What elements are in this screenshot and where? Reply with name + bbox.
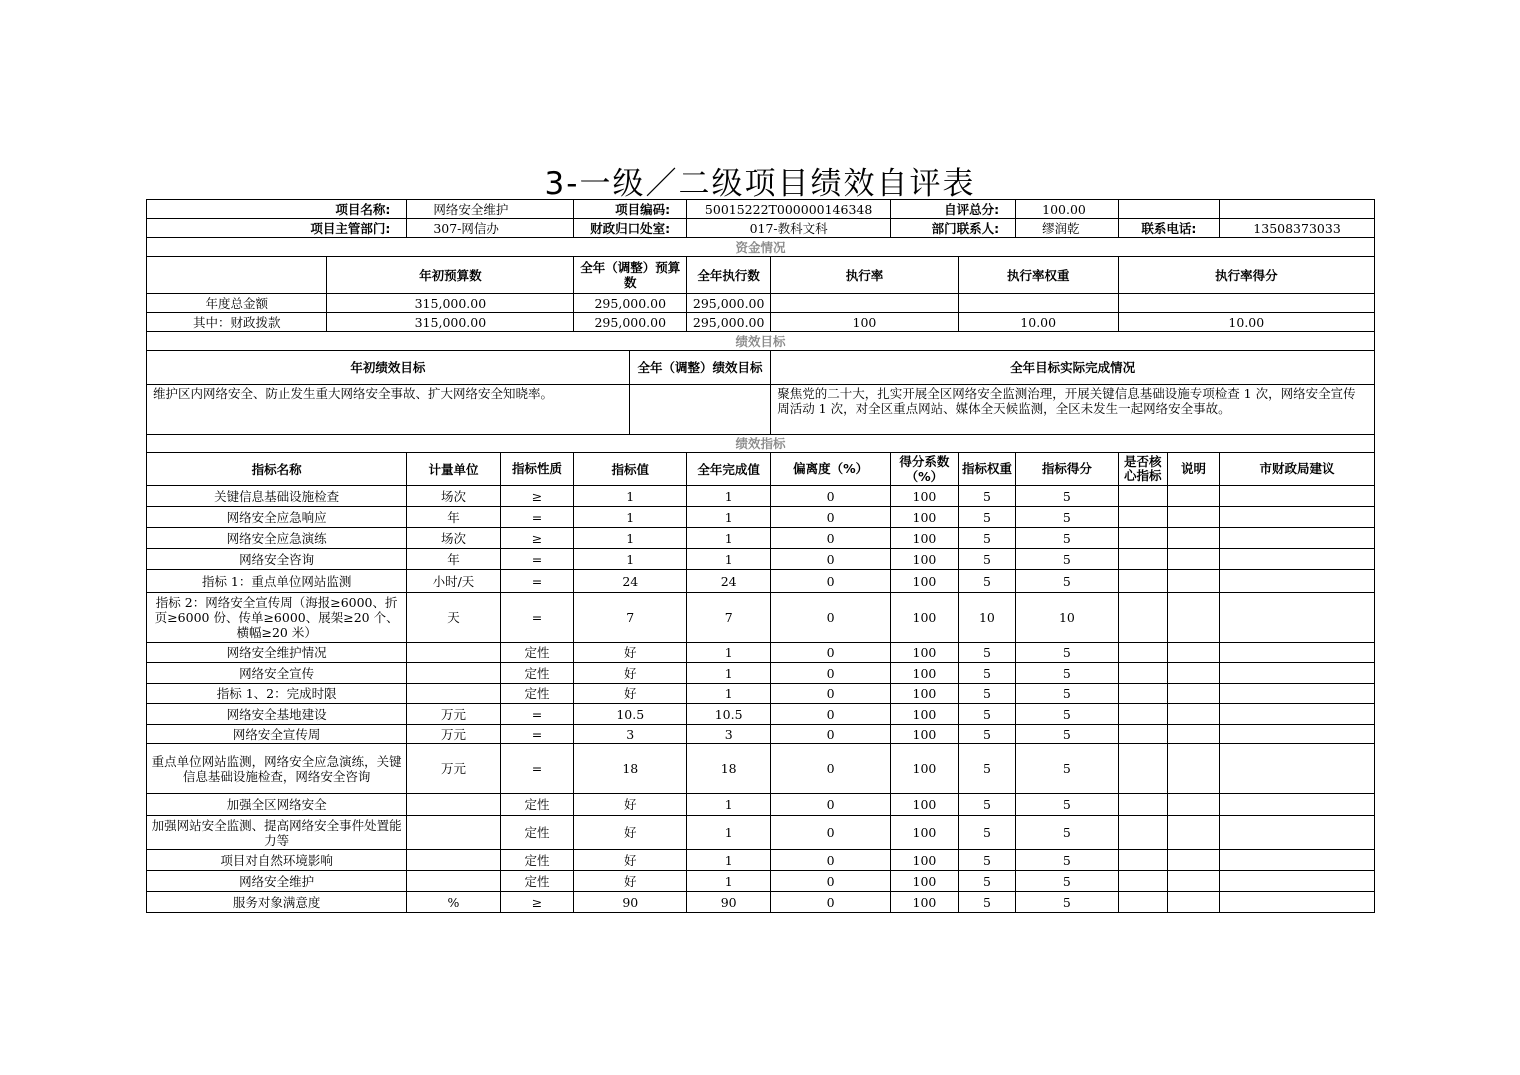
indicator-done: 1 — [687, 507, 771, 528]
indicator-target: 24 — [574, 570, 687, 593]
indicator-nature: 定性 — [500, 850, 574, 871]
indicator-coefficient: 100 — [891, 643, 959, 663]
indicator-suggestion — [1220, 892, 1375, 913]
indicator-weight: 5 — [958, 744, 1015, 794]
indicator-row — [147, 816, 1375, 850]
indicator-target: 1 — [574, 507, 687, 528]
indicator-note — [1167, 684, 1219, 704]
score-label: 自评总分: — [891, 200, 1016, 219]
funds-header: 全年执行数 — [687, 257, 771, 294]
indicator-row — [147, 570, 1375, 593]
indicator-weight: 5 — [958, 850, 1015, 871]
indicator-suggestion — [1220, 507, 1375, 528]
indicator-unit: 万元 — [407, 744, 500, 794]
indicator-target: 1 — [574, 549, 687, 570]
indicator-nature: 定性 — [500, 871, 574, 892]
indicator-deviation: 0 — [771, 725, 891, 744]
indicator-name: 网络安全基地建设 — [147, 704, 407, 725]
goals-initial-header: 年初绩效目标 — [147, 351, 630, 385]
indicator-nature: ≥ — [500, 486, 574, 507]
goals-actual-text: 聚焦党的二十大，扎实开展全区网络安全监测治理，开展关键信息基础设施专项检查 1 次，网络安全宣传周活动 1 次，对全区重点网站、媒体全天候监测，全区未发生一起网络安全事故。 — [771, 385, 1375, 435]
indicator-deviation: 0 — [771, 794, 891, 816]
indicator-unit — [407, 871, 500, 892]
indicator-unit: 天 — [407, 593, 500, 643]
indicator-row — [147, 892, 1375, 913]
goals-adjusted-text — [629, 385, 770, 435]
indicator-deviation: 0 — [771, 663, 891, 684]
goals-content-row — [147, 385, 1375, 435]
indicator-deviation: 0 — [771, 892, 891, 913]
funds-section-row — [147, 238, 1375, 257]
funds-row — [147, 313, 1375, 332]
indicator-core — [1118, 570, 1167, 593]
indicator-note — [1167, 871, 1219, 892]
indicator-name: 网络安全应急演练 — [147, 528, 407, 549]
funds-row-label: 其中：财政拨款 — [147, 313, 327, 332]
indicator-weight: 10 — [958, 593, 1015, 643]
indicator-deviation: 0 — [771, 528, 891, 549]
indicator-done: 1 — [687, 850, 771, 871]
indicator-row — [147, 507, 1375, 528]
indicator-done: 7 — [687, 593, 771, 643]
indicator-score: 10 — [1016, 593, 1119, 643]
indicator-suggestion — [1220, 725, 1375, 744]
indicators-header-row — [147, 453, 1375, 486]
indicator-coefficient: 100 — [891, 684, 959, 704]
funds-adjusted: 295,000.00 — [574, 313, 687, 332]
indicator-name: 重点单位网站监测，网络安全应急演练，关键信息基础设施检查，网络安全咨询 — [147, 744, 407, 794]
funds-header: 执行率得分 — [1118, 257, 1374, 294]
indicator-name: 网络安全维护情况 — [147, 643, 407, 663]
ind-header: 指标权重 — [958, 453, 1015, 486]
indicator-done: 1 — [687, 663, 771, 684]
indicator-coefficient: 100 — [891, 549, 959, 570]
indicator-note — [1167, 744, 1219, 794]
header-row-2 — [147, 219, 1375, 238]
indicator-suggestion — [1220, 816, 1375, 850]
project-name: 网络安全维护 — [407, 200, 574, 219]
indicator-deviation: 0 — [771, 507, 891, 528]
indicator-target: 90 — [574, 892, 687, 913]
indicator-suggestion — [1220, 643, 1375, 663]
goals-adjusted-header: 全年（调整）绩效目标 — [629, 351, 770, 385]
indicator-unit — [407, 684, 500, 704]
indicator-core — [1118, 643, 1167, 663]
indicator-target: 好 — [574, 850, 687, 871]
indicator-nature: ≥ — [500, 528, 574, 549]
indicator-suggestion — [1220, 528, 1375, 549]
indicator-score: 5 — [1016, 816, 1119, 850]
indicator-weight: 5 — [958, 507, 1015, 528]
indicator-core — [1118, 684, 1167, 704]
indicator-name: 指标 1：重点单位网站监测 — [147, 570, 407, 593]
indicator-row — [147, 725, 1375, 744]
funds-row — [147, 294, 1375, 313]
indicator-weight: 5 — [958, 486, 1015, 507]
goals-section-row — [147, 332, 1375, 351]
indicator-unit — [407, 794, 500, 816]
indicator-suggestion — [1220, 684, 1375, 704]
indicator-name: 加强全区网络安全 — [147, 794, 407, 816]
indicator-unit — [407, 816, 500, 850]
indicator-row — [147, 643, 1375, 663]
indicator-weight: 5 — [958, 549, 1015, 570]
funds-header: 执行率 — [771, 257, 959, 294]
ind-header: 计量单位 — [407, 453, 500, 486]
indicator-note — [1167, 892, 1219, 913]
indicator-row — [147, 871, 1375, 892]
indicator-suggestion — [1220, 593, 1375, 643]
indicator-core — [1118, 850, 1167, 871]
indicator-core — [1118, 816, 1167, 850]
goals-section-title: 绩效目标 — [147, 332, 1375, 351]
indicator-note — [1167, 486, 1219, 507]
indicator-done: 1 — [687, 549, 771, 570]
indicator-target: 3 — [574, 725, 687, 744]
indicator-core — [1118, 704, 1167, 725]
indicator-name: 服务对象满意度 — [147, 892, 407, 913]
finance-office: 017-教科文科 — [687, 219, 891, 238]
indicator-done: 1 — [687, 643, 771, 663]
indicator-score: 5 — [1016, 643, 1119, 663]
indicator-weight: 5 — [958, 725, 1015, 744]
indicator-unit: 万元 — [407, 704, 500, 725]
indicator-unit — [407, 643, 500, 663]
funds-header: 年初预算数 — [327, 257, 574, 294]
indicator-score: 5 — [1016, 850, 1119, 871]
indicator-weight: 5 — [958, 643, 1015, 663]
indicator-done: 10.5 — [687, 704, 771, 725]
indicator-unit — [407, 663, 500, 684]
indicator-note — [1167, 663, 1219, 684]
funds-score: 10.00 — [1118, 313, 1374, 332]
funds-rate: 100 — [771, 313, 959, 332]
ind-header: 指标得分 — [1016, 453, 1119, 486]
indicator-score: 5 — [1016, 684, 1119, 704]
indicator-suggestion — [1220, 570, 1375, 593]
indicator-nature: 定性 — [500, 643, 574, 663]
indicator-unit — [407, 850, 500, 871]
indicator-suggestion — [1220, 744, 1375, 794]
indicator-coefficient: 100 — [891, 593, 959, 643]
indicator-core — [1118, 892, 1167, 913]
goals-initial-text: 维护区内网络安全、防止发生重大网络安全事故、扩大网络安全知晓率。 — [147, 385, 630, 435]
indicator-row — [147, 794, 1375, 816]
indicator-nature: = — [500, 744, 574, 794]
header-row-1 — [147, 200, 1375, 219]
indicator-coefficient: 100 — [891, 528, 959, 549]
indicator-target: 好 — [574, 871, 687, 892]
indicator-unit: 小时/天 — [407, 570, 500, 593]
indicator-nature: = — [500, 593, 574, 643]
indicator-deviation: 0 — [771, 570, 891, 593]
indicator-score: 5 — [1016, 871, 1119, 892]
indicator-suggestion — [1220, 486, 1375, 507]
indicator-row — [147, 549, 1375, 570]
indicator-nature: ≥ — [500, 892, 574, 913]
indicator-weight: 5 — [958, 684, 1015, 704]
indicator-deviation: 0 — [771, 850, 891, 871]
indicator-name: 指标 2：网络安全宣传周（海报≥6000、折页≥6000 份、传单≥6000、展架≥20 个、横幅≥20 米） — [147, 593, 407, 643]
indicator-target: 1 — [574, 486, 687, 507]
indicator-name: 加强网站安全监测、提高网络安全事件处置能力等 — [147, 816, 407, 850]
indicator-nature: = — [500, 704, 574, 725]
indicator-done: 18 — [687, 744, 771, 794]
indicator-coefficient: 100 — [891, 816, 959, 850]
funds-executed: 295,000.00 — [687, 313, 771, 332]
indicator-deviation: 0 — [771, 744, 891, 794]
indicator-unit: 年 — [407, 507, 500, 528]
indicator-done: 3 — [687, 725, 771, 744]
indicator-nature: 定性 — [500, 684, 574, 704]
self-evaluation-table — [146, 199, 1375, 913]
indicator-score: 5 — [1016, 570, 1119, 593]
indicator-weight: 5 — [958, 816, 1015, 850]
indicator-row — [147, 663, 1375, 684]
indicator-coefficient: 100 — [891, 725, 959, 744]
project-name-label: 项目名称: — [147, 200, 407, 219]
indicator-core — [1118, 486, 1167, 507]
indicator-row — [147, 486, 1375, 507]
indicator-core — [1118, 593, 1167, 643]
indicator-core — [1118, 507, 1167, 528]
indicator-core — [1118, 663, 1167, 684]
indicator-name: 网络安全宣传周 — [147, 725, 407, 744]
ind-header: 指标性质 — [500, 453, 574, 486]
indicator-note — [1167, 704, 1219, 725]
contact-label: 部门联系人: — [891, 219, 1016, 238]
funds-weight — [958, 294, 1118, 313]
indicator-unit: 万元 — [407, 725, 500, 744]
indicator-note — [1167, 528, 1219, 549]
indicator-nature: = — [500, 725, 574, 744]
indicator-score: 5 — [1016, 528, 1119, 549]
indicator-score: 5 — [1016, 549, 1119, 570]
indicator-score: 5 — [1016, 663, 1119, 684]
indicator-target: 好 — [574, 816, 687, 850]
indicator-target: 1 — [574, 528, 687, 549]
indicator-note — [1167, 850, 1219, 871]
funds-header: 全年（调整）预算数 — [574, 257, 687, 294]
indicator-score: 5 — [1016, 892, 1119, 913]
empty-cell — [1118, 200, 1219, 219]
indicator-deviation: 0 — [771, 593, 891, 643]
indicator-nature: = — [500, 570, 574, 593]
indicator-unit: % — [407, 892, 500, 913]
indicator-done: 1 — [687, 528, 771, 549]
indicator-name: 网络安全宣传 — [147, 663, 407, 684]
ind-header: 市财政局建议 — [1220, 453, 1375, 486]
indicator-suggestion — [1220, 871, 1375, 892]
indicator-suggestion — [1220, 850, 1375, 871]
indicator-suggestion — [1220, 704, 1375, 725]
indicator-name: 关键信息基础设施检查 — [147, 486, 407, 507]
ind-header: 说明 — [1167, 453, 1219, 486]
contact-person: 缪润乾 — [1016, 219, 1119, 238]
indicator-target: 好 — [574, 684, 687, 704]
indicator-deviation: 0 — [771, 816, 891, 850]
indicator-nature: 定性 — [500, 816, 574, 850]
indicator-note — [1167, 816, 1219, 850]
funds-budget: 315,000.00 — [327, 313, 574, 332]
ind-header: 指标名称 — [147, 453, 407, 486]
indicator-target: 好 — [574, 663, 687, 684]
indicator-done: 1 — [687, 486, 771, 507]
goals-header-row — [147, 351, 1375, 385]
indicator-name: 网络安全维护 — [147, 871, 407, 892]
indicator-coefficient: 100 — [891, 892, 959, 913]
indicator-target: 18 — [574, 744, 687, 794]
indicator-suggestion — [1220, 663, 1375, 684]
indicator-done: 1 — [687, 684, 771, 704]
indicator-score: 5 — [1016, 704, 1119, 725]
indicator-done: 24 — [687, 570, 771, 593]
project-code: 50015222T000000146348 — [687, 200, 891, 219]
indicator-done: 1 — [687, 816, 771, 850]
indicator-nature: 定性 — [500, 794, 574, 816]
indicator-weight: 5 — [958, 871, 1015, 892]
indicator-note — [1167, 507, 1219, 528]
indicator-deviation: 0 — [771, 871, 891, 892]
ind-header: 是否核心指标 — [1118, 453, 1167, 486]
ind-header: 全年完成值 — [687, 453, 771, 486]
indicator-row — [147, 850, 1375, 871]
ind-header: 得分系数（%） — [891, 453, 959, 486]
indicator-done: 1 — [687, 794, 771, 816]
indicator-deviation: 0 — [771, 486, 891, 507]
indicator-coefficient: 100 — [891, 871, 959, 892]
indicator-name: 项目对自然环境影响 — [147, 850, 407, 871]
indicator-unit: 年 — [407, 549, 500, 570]
dept-label: 项目主管部门: — [147, 219, 407, 238]
total-score: 100.00 — [1016, 200, 1119, 219]
indicator-score: 5 — [1016, 725, 1119, 744]
indicator-suggestion — [1220, 794, 1375, 816]
indicator-deviation: 0 — [771, 643, 891, 663]
indicator-weight: 5 — [958, 892, 1015, 913]
funds-adjusted: 295,000.00 — [574, 294, 687, 313]
indicator-score: 5 — [1016, 744, 1119, 794]
finance-label: 财政归口处室: — [574, 219, 687, 238]
indicator-core — [1118, 725, 1167, 744]
indicator-note — [1167, 593, 1219, 643]
indicator-target: 好 — [574, 643, 687, 663]
indicator-target: 7 — [574, 593, 687, 643]
page-title: 3-一级／二级项目绩效自评表 — [544, 166, 976, 202]
funds-weight: 10.00 — [958, 313, 1118, 332]
goals-actual-header: 全年目标实际完成情况 — [771, 351, 1375, 385]
indicator-coefficient: 100 — [891, 507, 959, 528]
empty-cell — [147, 257, 327, 294]
indicator-note — [1167, 549, 1219, 570]
indicator-coefficient: 100 — [891, 744, 959, 794]
ind-header: 偏离度（%） — [771, 453, 891, 486]
phone-label: 联系电话: — [1118, 219, 1219, 238]
funds-header: 执行率权重 — [958, 257, 1118, 294]
indicator-core — [1118, 871, 1167, 892]
indicator-done: 1 — [687, 871, 771, 892]
phone: 13508373033 — [1220, 219, 1375, 238]
indicator-row — [147, 528, 1375, 549]
indicator-name: 指标 1、2：完成时限 — [147, 684, 407, 704]
indicator-core — [1118, 549, 1167, 570]
indicator-coefficient: 100 — [891, 486, 959, 507]
indicator-target: 10.5 — [574, 704, 687, 725]
indicator-coefficient: 100 — [891, 794, 959, 816]
indicator-deviation: 0 — [771, 549, 891, 570]
indicator-done: 90 — [687, 892, 771, 913]
indicator-nature: = — [500, 507, 574, 528]
indicator-target: 好 — [574, 794, 687, 816]
funds-budget: 315,000.00 — [327, 294, 574, 313]
dept: 307-网信办 — [407, 219, 574, 238]
indicator-row — [147, 593, 1375, 643]
indicator-score: 5 — [1016, 794, 1119, 816]
indicator-nature: 定性 — [500, 663, 574, 684]
project-code-label: 项目编码: — [574, 200, 687, 219]
indicator-weight: 5 — [958, 570, 1015, 593]
indicator-note — [1167, 725, 1219, 744]
indicator-row — [147, 704, 1375, 725]
funds-header-row — [147, 257, 1375, 294]
indicator-weight: 5 — [958, 528, 1015, 549]
empty-cell — [1220, 200, 1375, 219]
funds-row-label: 年度总金额 — [147, 294, 327, 313]
indicator-note — [1167, 794, 1219, 816]
ind-header: 指标值 — [574, 453, 687, 486]
indicator-core — [1118, 528, 1167, 549]
indicator-nature: = — [500, 549, 574, 570]
indicator-coefficient: 100 — [891, 704, 959, 725]
indicator-weight: 5 — [958, 704, 1015, 725]
indicator-unit: 场次 — [407, 528, 500, 549]
indicator-suggestion — [1220, 549, 1375, 570]
indicators-section-title: 绩效指标 — [147, 435, 1375, 453]
indicators-section-row — [147, 435, 1375, 453]
indicator-row — [147, 744, 1375, 794]
funds-rate — [771, 294, 959, 313]
indicator-coefficient: 100 — [891, 850, 959, 871]
indicator-name: 网络安全咨询 — [147, 549, 407, 570]
funds-executed: 295,000.00 — [687, 294, 771, 313]
indicator-coefficient: 100 — [891, 570, 959, 593]
indicator-core — [1118, 744, 1167, 794]
indicator-score: 5 — [1016, 507, 1119, 528]
indicator-deviation: 0 — [771, 704, 891, 725]
indicator-deviation: 0 — [771, 684, 891, 704]
indicator-note — [1167, 643, 1219, 663]
indicator-weight: 5 — [958, 794, 1015, 816]
indicator-core — [1118, 794, 1167, 816]
indicator-score: 5 — [1016, 486, 1119, 507]
indicator-coefficient: 100 — [891, 663, 959, 684]
funds-score — [1118, 294, 1374, 313]
funds-section-title: 资金情况 — [147, 238, 1375, 257]
indicator-row — [147, 684, 1375, 704]
indicator-note — [1167, 570, 1219, 593]
indicator-unit: 场次 — [407, 486, 500, 507]
indicator-name: 网络安全应急响应 — [147, 507, 407, 528]
indicator-weight: 5 — [958, 663, 1015, 684]
